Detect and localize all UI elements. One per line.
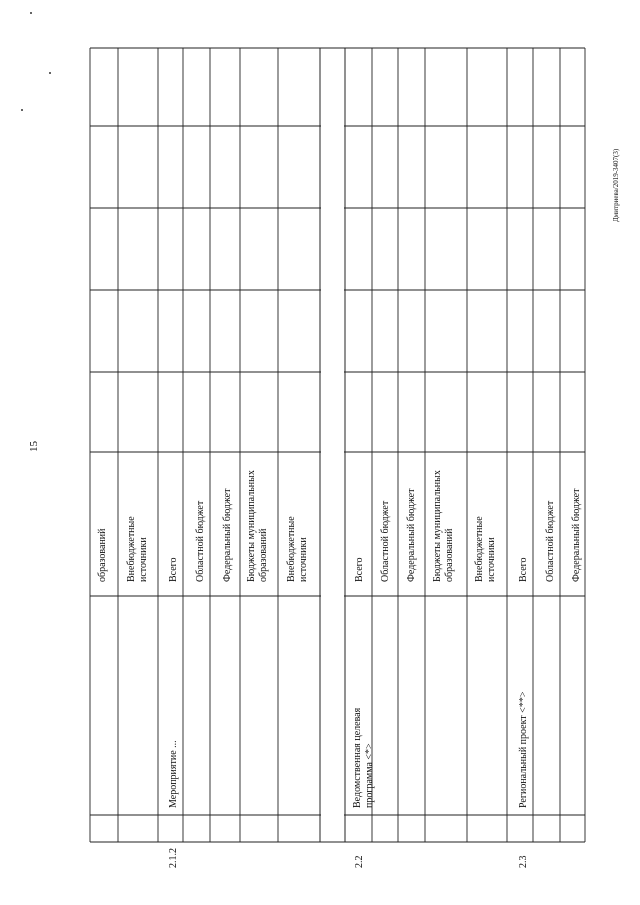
row-source-label: Внебюджетные источники	[474, 516, 497, 582]
page-number: 15	[28, 441, 40, 452]
row-source-label: Всего	[518, 557, 529, 582]
row-source-label: Федеральный бюджет	[222, 488, 233, 582]
row-source-label: Федеральный бюджет	[571, 488, 582, 582]
row-source-label: Всего	[168, 557, 179, 582]
row-num-label: 2.3	[518, 855, 529, 868]
row-num-label: 2.1.2	[168, 848, 179, 868]
row-source-label: Бюджеты муниципальных образований	[246, 470, 269, 582]
row-num-label: 2.2	[354, 855, 365, 868]
row-name-label: Региональный проект <**>	[518, 691, 529, 808]
row-source-label: Бюджеты муниципальных образований	[432, 470, 455, 582]
row-source-label: Федеральный бюджет	[406, 488, 417, 582]
row-source-label: Всего	[354, 557, 365, 582]
row-source-label: Областной бюджет	[380, 500, 391, 582]
row-source-label: Внебюджетные источники	[286, 516, 309, 582]
row-name-label: Мероприятие ...	[168, 740, 179, 808]
row-source-label: Областной бюджет	[195, 500, 206, 582]
row-source-label: образований	[97, 528, 108, 582]
row-name-label: Ведомственная целевая программа <*>	[352, 707, 375, 808]
row-source-label: Внебюджетные источники	[126, 516, 149, 582]
footer-code: Дмитриева/2019-3407(3)	[612, 148, 620, 222]
row-source-label: Областной бюджет	[545, 500, 556, 582]
